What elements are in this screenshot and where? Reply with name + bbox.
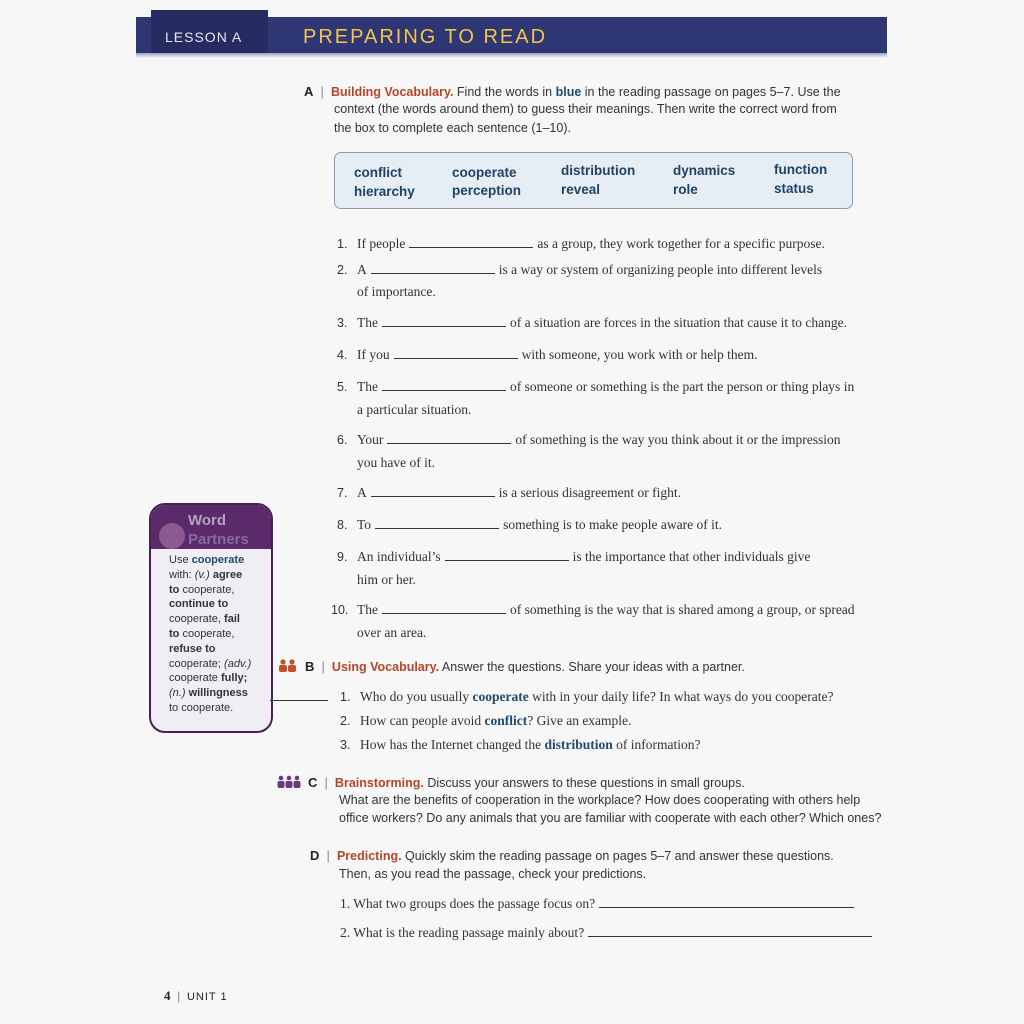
section-letter: D xyxy=(310,848,320,863)
vocab-word: conflict xyxy=(484,713,528,728)
item-text: The xyxy=(357,602,378,617)
wp-pos: (adv.) xyxy=(224,657,252,670)
answer-blank[interactable] xyxy=(445,559,569,561)
prediction-question xyxy=(340,896,858,912)
section-letter: B xyxy=(304,659,315,674)
section-title: Building Vocabulary. xyxy=(330,85,454,99)
item-text: of something is the way that is shared among a group, or spread xyxy=(510,602,855,617)
word-partners-title: Word xyxy=(188,512,227,529)
word-conflict: conflict xyxy=(354,165,403,180)
item-text: The xyxy=(357,315,378,330)
item-number: 3. xyxy=(340,738,351,752)
item-continuation: a particular situation. xyxy=(357,402,472,417)
section-d-instructions xyxy=(310,846,834,866)
vocab-word: distribution xyxy=(544,737,613,752)
exercise-item xyxy=(337,379,854,395)
question-item xyxy=(340,689,834,705)
wp-bold: willingness xyxy=(188,687,248,700)
answer-blank[interactable] xyxy=(409,246,533,248)
wp-bold: fail xyxy=(224,613,240,626)
prediction-question xyxy=(340,925,876,941)
item-number: 10. xyxy=(331,603,349,617)
wp-bold: agree xyxy=(212,568,243,581)
item-number: 5. xyxy=(337,380,348,394)
item-text: To xyxy=(357,517,372,532)
section-c-instructions xyxy=(277,773,745,793)
exercise-item xyxy=(337,236,825,252)
item-text: of information? xyxy=(616,737,701,752)
instruction-text: Answer the questions. Share your ideas with a partner. xyxy=(441,660,745,674)
section-c-line-3: office workers? Do any animals that you are familiar with cooperate with each other? Which ones? xyxy=(339,811,882,825)
footer-divider: | xyxy=(173,989,184,1003)
section-divider: | xyxy=(316,84,328,99)
page-footer xyxy=(164,988,228,1004)
item-number: 1. xyxy=(340,690,351,704)
instruction-blue-word: blue xyxy=(555,85,582,99)
item-number: 2. xyxy=(337,263,348,277)
wp-text: cooperate, xyxy=(182,627,235,640)
question-item xyxy=(340,737,700,753)
answer-blank[interactable] xyxy=(382,612,506,614)
exercise-item xyxy=(337,432,841,448)
group-work-icon xyxy=(277,775,301,789)
word-perception: perception xyxy=(452,183,522,198)
wp-text: cooperate; xyxy=(169,657,221,670)
exercise-item xyxy=(337,262,822,278)
question-text: 1. What two groups does the passage focus on? xyxy=(340,896,596,911)
section-d-line-2: Then, as you read the passage, check your predictions. xyxy=(339,867,647,881)
word-partners-body xyxy=(169,553,269,716)
item-text: with someone, you work with or help them. xyxy=(521,347,758,362)
wp-text: with: xyxy=(169,568,192,581)
item-text: An individual’s xyxy=(357,549,441,564)
question-text: 2. What is the reading passage mainly about? xyxy=(340,925,585,940)
item-number: 8. xyxy=(337,518,348,532)
lesson-label: LESSON A xyxy=(165,29,243,45)
item-number: 3. xyxy=(337,316,348,330)
item-text: something is to make people aware of it. xyxy=(503,517,723,532)
answer-blank[interactable] xyxy=(599,906,854,908)
answer-blank[interactable] xyxy=(371,495,495,497)
item-number: 6. xyxy=(337,433,348,447)
word-distribution: distribution xyxy=(561,163,636,178)
instruction-text: Quickly skim the reading passage on pages 5–7 and answer these questions. xyxy=(405,849,834,863)
exercise-item xyxy=(337,315,847,331)
exercise-item xyxy=(337,517,722,533)
wp-text: cooperate, xyxy=(182,583,235,596)
word-hierarchy: hierarchy xyxy=(354,184,415,199)
wp-pos: (v.) xyxy=(194,568,210,581)
wp-bold: refuse to xyxy=(169,642,216,655)
item-continuation: over an area. xyxy=(357,625,427,640)
section-b-instructions xyxy=(278,657,745,677)
item-text: A xyxy=(357,262,367,277)
section-title: Brainstorming. xyxy=(334,776,424,790)
answer-blank[interactable] xyxy=(375,527,499,529)
word-function: function xyxy=(774,162,828,177)
item-text: is a way or system of organizing people into different levels xyxy=(498,262,823,277)
item-text: of a situation are forces in the situation that cause it to change. xyxy=(510,315,848,330)
item-text: A xyxy=(357,485,367,500)
section-title: Predicting. xyxy=(336,849,402,863)
pair-work-icon xyxy=(278,659,298,673)
section-title: Using Vocabulary. xyxy=(331,660,440,674)
wp-text: cooperate xyxy=(169,672,218,685)
item-number: 9. xyxy=(337,550,348,564)
item-text: Your xyxy=(357,432,384,447)
item-number: 2. xyxy=(340,714,351,728)
vocab-word: cooperate xyxy=(472,689,529,704)
item-number: 4. xyxy=(337,348,348,362)
item-number: 1. xyxy=(337,237,348,251)
item-text: If you xyxy=(357,347,390,362)
item-continuation: him or her. xyxy=(357,572,416,587)
section-letter: A xyxy=(304,84,314,99)
wp-bold: fully; xyxy=(221,672,248,685)
item-text: is a serious disagreement or fight. xyxy=(498,485,681,500)
item-text: How has the Internet changed the xyxy=(360,737,542,752)
page-number: 4 xyxy=(164,988,171,1003)
instruction-text: Find the words in xyxy=(456,85,553,99)
wp-bold: to xyxy=(169,627,180,640)
connector-line xyxy=(270,700,328,701)
item-text: with in your daily life? In what ways do you cooperate? xyxy=(532,689,834,704)
word-partners-box xyxy=(149,503,273,733)
answer-blank[interactable] xyxy=(382,325,506,327)
unit-label: UNIT 1 xyxy=(186,991,228,1003)
item-text: Who do you usually xyxy=(360,689,470,704)
answer-blank[interactable] xyxy=(588,935,872,937)
wp-text: to cooperate. xyxy=(169,701,234,714)
answer-blank[interactable] xyxy=(371,272,495,274)
item-text: If people xyxy=(357,236,406,251)
item-text: of something is the way you think about it or the impression xyxy=(515,432,841,447)
instruction-text: in the reading passage on pages 5–7. Use the xyxy=(584,85,841,99)
answer-blank[interactable] xyxy=(394,357,518,359)
header-shadow xyxy=(136,53,887,58)
instruction-line-3: the box to complete each sentence (1–10). xyxy=(334,121,571,135)
section-c-line-2: What are the benefits of cooperation in the workplace? How does cooperating with others help xyxy=(339,793,861,807)
exercise-item xyxy=(337,485,681,501)
exercise-item xyxy=(337,347,757,363)
question-item xyxy=(340,713,631,729)
item-continuation: of importance. xyxy=(357,284,436,299)
answer-blank[interactable] xyxy=(382,389,506,391)
word-box xyxy=(334,152,853,209)
wp-keyword: cooperate xyxy=(191,554,245,566)
word-reveal: reveal xyxy=(561,182,601,197)
word-dynamics: dynamics xyxy=(673,163,736,178)
instruction-line-2: context (the words around them) to guess their meanings. Then write the correct word from xyxy=(334,102,837,116)
item-number: 7. xyxy=(337,486,348,500)
item-text: of someone or something is the part the person or thing plays in xyxy=(510,379,855,394)
section-divider: | xyxy=(320,775,332,790)
item-text: The xyxy=(357,379,378,394)
item-text: How can people avoid xyxy=(360,713,482,728)
item-text: as a group, they work together for a specific purpose. xyxy=(537,236,825,251)
section-letter: C xyxy=(307,775,318,790)
item-continuation: you have of it. xyxy=(357,455,435,470)
wp-text: cooperate, xyxy=(169,613,221,626)
item-text: ? Give an example. xyxy=(527,713,632,728)
word-cooperate: cooperate xyxy=(452,165,517,180)
word-partners-circle-icon xyxy=(159,523,185,549)
answer-blank[interactable] xyxy=(387,442,511,444)
word-partners-title: Partners xyxy=(188,531,249,548)
page-title: PREPARING TO READ xyxy=(303,26,548,48)
item-text: is the importance that other individuals give xyxy=(572,549,811,564)
wp-text: Use xyxy=(169,554,189,566)
exercise-item xyxy=(331,602,855,618)
wp-bold: continue to xyxy=(169,598,229,611)
word-role: role xyxy=(673,182,698,197)
section-a-instructions xyxy=(304,82,894,102)
section-divider: | xyxy=(322,848,334,863)
wp-pos: (n.) xyxy=(169,687,186,700)
section-divider: | xyxy=(317,659,329,674)
exercise-item xyxy=(337,549,810,565)
instruction-text: Discuss your answers to these questions in small groups. xyxy=(427,776,745,790)
wp-bold: to xyxy=(169,583,180,596)
word-status: status xyxy=(774,181,814,196)
